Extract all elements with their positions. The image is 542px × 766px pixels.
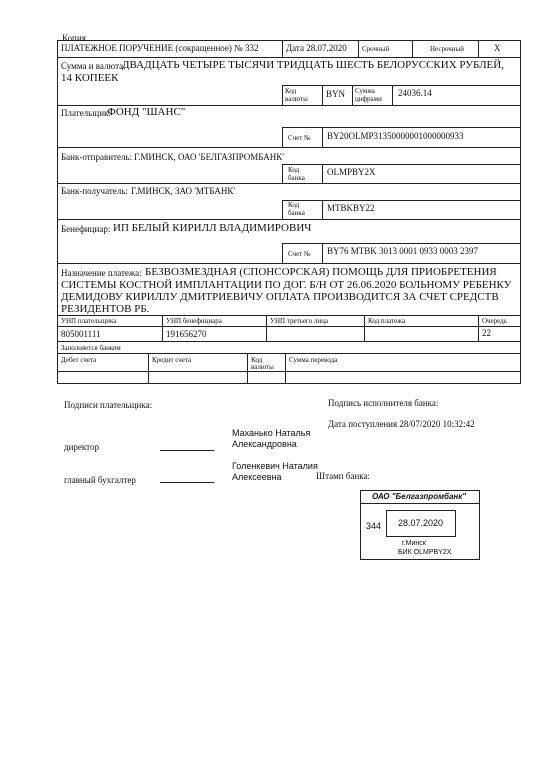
bank-signature-label: Подпись исполнителя банка: xyxy=(328,398,439,408)
divider xyxy=(57,371,521,372)
divider xyxy=(282,85,283,105)
divider xyxy=(322,200,323,219)
receiver-bank-label: Банк-получатель: xyxy=(61,186,128,196)
stamp-date: 28.07.2020 xyxy=(398,518,444,528)
purpose-line1: БЕЗВОЗМЕЗДНАЯ (СПОНСОРСКАЯ) ПОМОЩЬ ДЛЯ ПРИОБРЕТЕНИЯ xyxy=(145,266,497,278)
divider xyxy=(282,243,521,244)
debit-account-header: Дебет счета xyxy=(61,356,97,364)
divider xyxy=(282,164,283,183)
receiver-bank-name: Г.МИНСК, ЗАО 'МТБАНК' xyxy=(131,186,236,196)
stamp-city: г.Минск xyxy=(402,540,426,547)
divider xyxy=(358,40,359,57)
queue-value: 22 xyxy=(482,328,491,338)
receiver-bank-code-label: Код xyxy=(288,201,300,209)
divider xyxy=(162,315,163,341)
sender-bank-name: Г.МИНСК, ОАО 'БЕЛГАЗПРОМБАНК' xyxy=(134,152,284,162)
divider xyxy=(57,341,521,342)
divider xyxy=(57,353,521,354)
sum-digits-label-2: цифрами xyxy=(355,95,382,103)
director-label: директор xyxy=(64,442,99,452)
payer-signatures-label: Подписи плательщика: xyxy=(64,400,153,410)
bank-section-label: Заполняется банком xyxy=(61,344,121,352)
non-urgent-label: Несрочный xyxy=(430,45,464,53)
divider xyxy=(352,85,353,105)
divider xyxy=(57,326,521,327)
payer-account-label: Счет № xyxy=(288,134,311,142)
divider xyxy=(322,85,323,105)
divider xyxy=(57,315,521,316)
divider xyxy=(285,353,286,384)
sender-bank-label: Банк-отправитель: xyxy=(61,152,133,162)
sum-digits-label: Сумма xyxy=(355,87,375,95)
divider xyxy=(412,40,413,57)
urgent-label: Срочный xyxy=(362,45,390,53)
divider xyxy=(322,127,323,147)
amount-words-line1: ДВАДЦАТЬ ЧЕТЫРЕ ТЫСЯЧИ ТРИДЦАТЬ ШЕСТЬ БЕЛОРУССКИХ РУБЛЕЙ, xyxy=(122,59,504,71)
stamp-bic: БИК OLMPBY2X xyxy=(398,549,452,556)
payment-code-header: Код платежа xyxy=(368,317,406,325)
currency-code-label: Код xyxy=(285,87,297,95)
director-name-1: Маханько Наталья xyxy=(232,428,311,438)
purpose-line3: ДЕМИДОВУ КИРИЛЛУ ДМИТРИЕВИЧУ ОПЛАТА ПРОИЗВОДИТСЯ ЗА СЧЕТ СРЕДСТВ xyxy=(61,291,499,303)
sender-bank-code-label: Код xyxy=(288,166,300,174)
director-signature-line xyxy=(160,450,214,451)
third-party-unp-header: УНП третьего лица xyxy=(270,317,328,325)
divider xyxy=(57,183,521,184)
transfer-sum-header: Сумма перевода xyxy=(289,356,338,364)
amount-label: Сумма и валюта: xyxy=(61,61,126,71)
divider xyxy=(282,200,521,201)
form-title: ПЛАТЕЖНОЕ ПОРУЧЕНИЕ (сокращенное) № 332 xyxy=(61,43,259,53)
receiver-bank-code: MTBKBY22 xyxy=(327,203,375,213)
divider xyxy=(322,164,323,183)
divider xyxy=(282,40,283,57)
non-urgent-mark: X xyxy=(494,43,501,53)
payer-unp-header: УНП плательщика xyxy=(61,317,117,325)
amount-words-line2: 14 КОПЕЕК xyxy=(61,72,119,84)
payer-unp: 805001111 xyxy=(61,329,101,339)
payer-name: ФОНД "ШАНС" xyxy=(107,106,186,118)
received-date: Дата поступления 28/07/2020 10:32:42 xyxy=(328,419,475,429)
credit-account-header: Кредит счета xyxy=(152,356,192,364)
copy-label: Копия xyxy=(62,33,86,43)
sum-digits: 24036.14 xyxy=(398,88,432,98)
sender-bank-code-label-2: банка xyxy=(288,174,305,182)
queue-header: Очередь xyxy=(482,317,507,325)
beneficiary-name: ИП БЕЛЫЙ КИРИЛЛ ВЛАДИМИРОВИЧ xyxy=(113,222,312,234)
divider xyxy=(392,85,393,105)
stamp-divider xyxy=(360,503,480,504)
divider xyxy=(148,353,149,384)
currency-code-label-2: валюты xyxy=(285,95,308,103)
divider xyxy=(247,353,248,384)
payer-label: Плательщик: xyxy=(61,108,111,118)
beneficiary-account: BY76 MTBK 3013 0001 0933 0003 2397 xyxy=(327,246,479,256)
beneficiary-account-label: Счет № xyxy=(288,250,311,258)
divider xyxy=(282,127,521,128)
bank-currency-header-2: валюты xyxy=(251,363,274,371)
accountant-name-2: Алексеевна xyxy=(232,472,282,482)
director-name-2: Александровна xyxy=(232,439,297,449)
accountant-label: главный бухгалтер xyxy=(64,475,136,485)
divider xyxy=(282,85,521,86)
divider xyxy=(57,263,521,264)
divider xyxy=(364,315,365,341)
sender-bank-code: OLMPBY2X xyxy=(327,167,376,177)
purpose-line2: СИСТЕМЫ КОСТНОЙ ИМПЛАНТАЦИИ ПО ДОГ. Б/Н ОТ 26.06.2020 БОЛЬНОМУ РЕБЕНКУ xyxy=(61,279,512,291)
purpose-label: Назначение платежа: xyxy=(61,268,142,278)
payer-account: BY20OLMP31350000001000000933 xyxy=(327,131,464,141)
divider xyxy=(478,40,479,57)
stamp-bank-name: ОАО "Белгазпромбанк" xyxy=(372,492,467,501)
accountant-name-1: Голенкевич Наталия xyxy=(232,461,318,471)
form-date: Дата 28.07.2020 xyxy=(286,43,347,53)
beneficiary-unp-header: УНП бенефициара xyxy=(166,317,222,325)
currency-code: BYN xyxy=(326,89,346,99)
bank-currency-header: Код xyxy=(251,356,263,364)
stamp-label: Штамп банка: xyxy=(316,471,370,481)
beneficiary-label: Бенефициар: xyxy=(61,224,111,234)
divider xyxy=(282,200,283,219)
divider xyxy=(282,127,283,147)
divider xyxy=(266,315,267,341)
divider xyxy=(322,243,323,263)
stamp-number: 344 xyxy=(366,521,382,531)
divider xyxy=(282,164,521,165)
divider xyxy=(57,57,521,58)
divider xyxy=(57,147,521,148)
divider xyxy=(57,219,521,220)
receiver-bank-code-label-2: банка xyxy=(288,209,305,217)
beneficiary-unp: 191656270 xyxy=(166,329,207,339)
divider xyxy=(282,243,283,263)
purpose-line4: РЕЗИДЕНТОВ РБ. xyxy=(61,303,150,315)
accountant-signature-line xyxy=(160,482,214,483)
divider xyxy=(478,315,479,341)
